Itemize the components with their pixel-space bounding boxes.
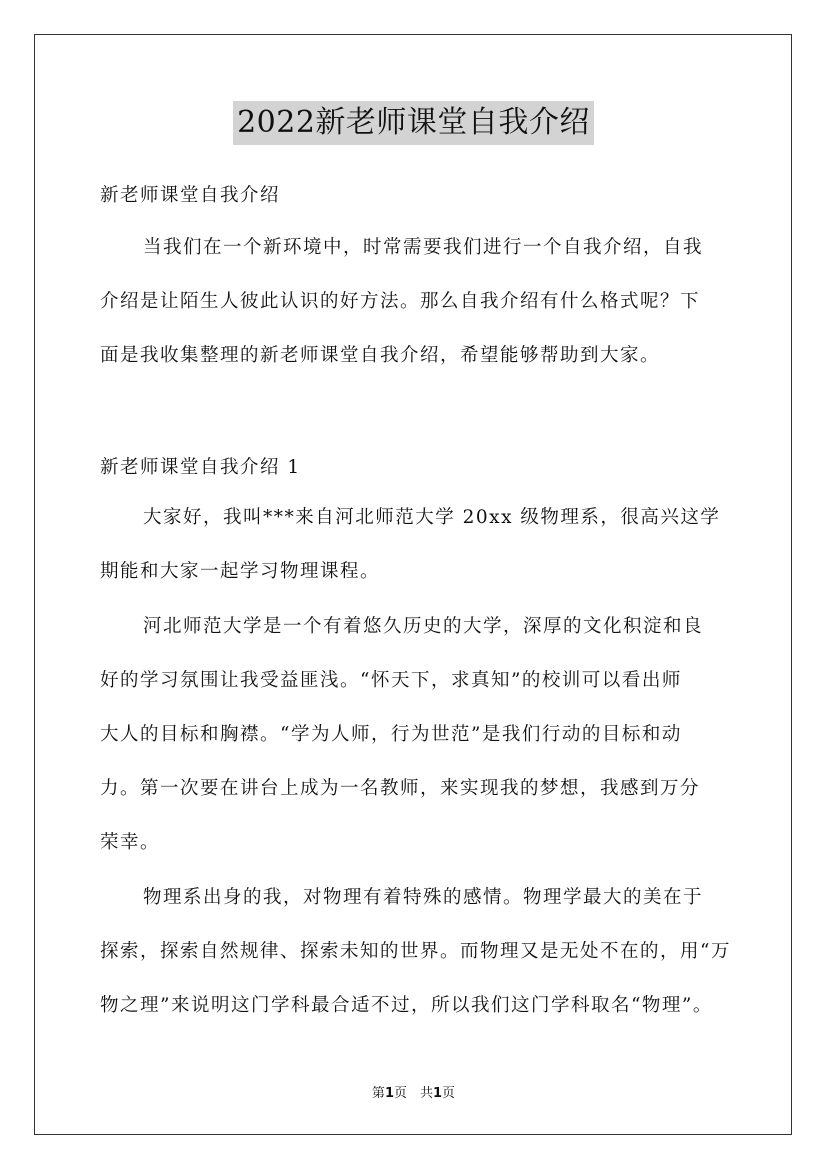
page-label-prefix: 第 — [371, 1086, 385, 1101]
paragraph-line: 力。第一次要在讲台上成为一名教师，来实现我的梦想，我感到万分 — [100, 778, 701, 799]
title-container — [0, 101, 827, 145]
intro-line: 面是我收集整理的新老师课堂自我介绍，希望能够帮助到大家。 — [100, 345, 661, 366]
document-subtitle: 新老师课堂自我介绍 — [100, 185, 281, 206]
paragraph-line: 好的学习氛围让我受益匪浅。“怀天下，求真知”的校训可以看出师 — [100, 670, 682, 691]
paragraph-line: 物之理”来说明这门学科最合适不过，所以我们这门学科取名“物理”。 — [100, 995, 713, 1016]
intro-paragraph — [100, 221, 730, 383]
page-label-suffix: 页 — [442, 1086, 456, 1101]
page-footer — [0, 1082, 827, 1101]
paragraph-line: 探索，探索自然规律、探索未知的世界。而物理又是无处不在的，用“万 — [100, 941, 731, 962]
page-label-mid: 页 共 — [393, 1086, 433, 1101]
paragraph-line: 大人的目标和胸襟。“学为人师，行为世范”是我们行动的目标和动 — [100, 724, 682, 745]
paragraph-line: 物理系出身的我，对物理有着特殊的感情。物理学最大的美在于 — [143, 887, 704, 908]
paragraph-line: 大家好，我叫***来自河北师范大学 20xx 级物理系，很高兴这学 — [143, 507, 721, 528]
body-paragraph — [100, 600, 730, 870]
paragraph-line: 荣幸。 — [100, 832, 161, 853]
body-paragraph — [100, 491, 730, 599]
section-heading: 新老师课堂自我介绍 1 — [100, 457, 301, 478]
intro-line: 当我们在一个新环境中，时常需要我们进行一个自我介绍，自我 — [143, 237, 704, 258]
document-title: 2022新老师课堂自我介绍 — [233, 101, 594, 145]
page-total: 1 — [433, 1086, 443, 1101]
body-paragraph — [100, 871, 730, 1033]
paragraph-line: 河北师范大学是一个有着悠久历史的大学，深厚的文化积淀和良 — [143, 616, 704, 637]
intro-line: 介绍是让陌生人彼此认识的好方法。那么自我介绍有什么格式呢？下 — [100, 291, 701, 312]
paragraph-line: 期能和大家一起学习物理课程。 — [100, 561, 381, 582]
page-current: 1 — [384, 1086, 394, 1101]
